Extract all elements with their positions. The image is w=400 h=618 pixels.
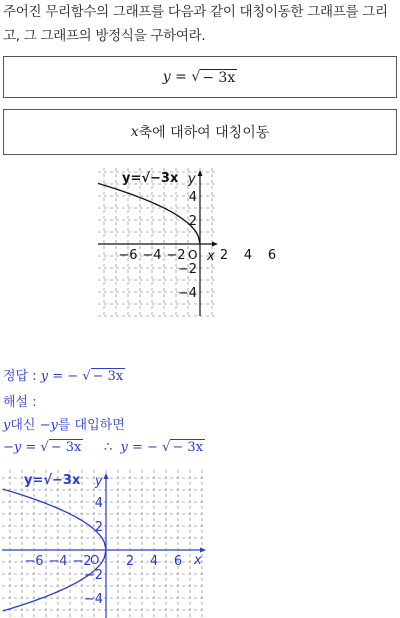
therefore-symbol: ∴ <box>104 440 113 455</box>
step2-rhs: y = − <box>120 440 158 455</box>
step1-text-a: 대신 <box>10 418 40 433</box>
y-axis-arrow <box>198 170 203 176</box>
x-tick-label: −2 <box>166 248 186 263</box>
x-axis-arrow <box>212 242 218 247</box>
x-tick-label: 6 <box>173 554 183 569</box>
curve-upper-y-sqrt-neg-3x <box>3 489 106 550</box>
y-axis-label: y <box>188 172 196 187</box>
x-axis-label: x <box>194 553 202 568</box>
step2-rhs-radicand: − 3x <box>172 440 204 455</box>
given-equation-box <box>3 56 397 98</box>
y-tick-label: −2 <box>177 262 197 277</box>
y-tick-label: 2 <box>94 520 103 535</box>
x-tick-label: −4 <box>142 248 162 263</box>
explanation-step1 <box>3 414 125 433</box>
answer-label: 정답 : <box>3 369 37 384</box>
graph-original <box>98 168 277 318</box>
x-tick-label: 6 <box>267 248 277 263</box>
curve-label: y=√−3x <box>24 473 81 488</box>
origin-label: O <box>90 553 100 567</box>
explanation-step2: −y = √ − 3x ∴ y = − √ − 3x <box>3 440 204 455</box>
origin-label: O <box>188 248 198 262</box>
x-axis-arrow <box>200 548 206 553</box>
question-text: 주어진 무리함수의 그래프를 다음과 같이 대칭이동한 그래프를 그리고, 그 그래프의 방정식을 구하여라. <box>3 4 388 44</box>
y-axis-label: y <box>95 474 103 489</box>
x-tick-label: 4 <box>243 248 253 263</box>
x-tick-label: 2 <box>125 554 135 569</box>
x-tick-label: −6 <box>118 248 138 263</box>
given-equation-radicand: − 3x <box>202 69 236 86</box>
y-tick-label: 4 <box>94 496 103 511</box>
operation-text: 축에 대하여 대칭이동 <box>138 125 270 141</box>
answer-lhs: y = − <box>40 369 79 384</box>
graph-reflected <box>2 470 206 618</box>
answer-line: 정답 : y = − √ − 3x <box>3 369 124 384</box>
step2-lhs: −y = <box>3 440 37 455</box>
step1-neg-var: −y <box>39 418 58 433</box>
operation-axis-var: x <box>130 124 139 140</box>
y-tick-label: −2 <box>83 568 103 583</box>
answer-radicand: − 3x <box>92 369 124 384</box>
sqrt-sign: √ <box>191 69 201 85</box>
x-tick-label: 2 <box>219 248 229 263</box>
y-tick-label: −4 <box>83 592 103 607</box>
step2-radicand: − 3x <box>50 440 82 455</box>
y-tick-label: −4 <box>177 286 197 301</box>
x-tick-label: −4 <box>48 554 68 569</box>
y-tick-label: 2 <box>188 214 197 229</box>
curve-y-sqrt-neg-3x <box>98 183 200 244</box>
x-tick-label: −2 <box>72 554 92 569</box>
x-tick-label: −6 <box>24 554 44 569</box>
x-axis-label: x <box>207 249 215 264</box>
y-axis-arrow <box>104 473 109 479</box>
explanation-label: 해설 : <box>3 395 37 410</box>
x-tick-label: 4 <box>149 554 159 569</box>
step1-text-b: 를 대입하면 <box>57 418 125 433</box>
given-equation-lhs: y = <box>162 69 187 85</box>
step1-var: y <box>3 418 11 433</box>
operation-box <box>3 109 397 155</box>
curve-label: y=√−3x <box>122 171 179 186</box>
y-tick-label: 4 <box>188 190 197 205</box>
